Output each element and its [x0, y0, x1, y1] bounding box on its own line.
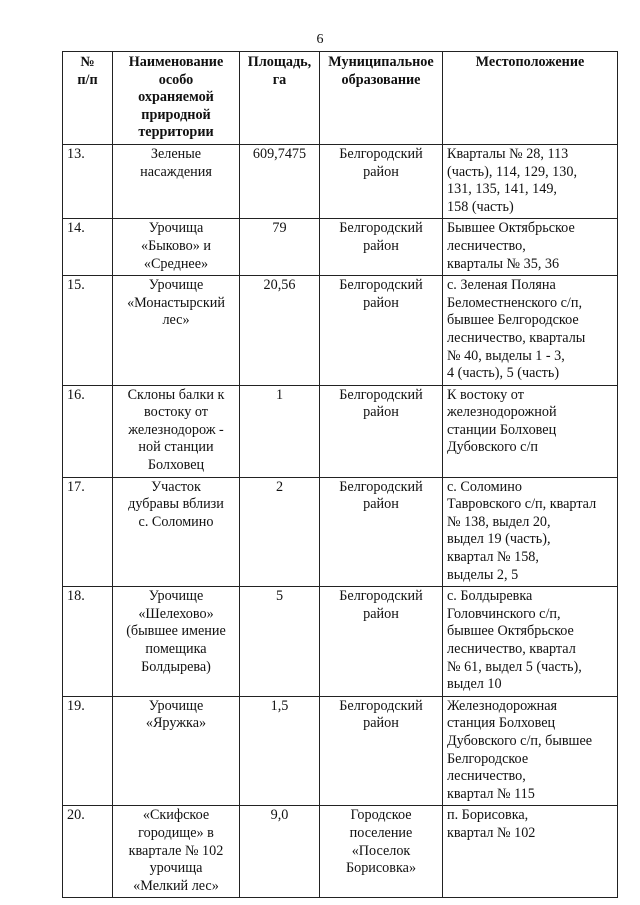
cell-area: 20,56: [240, 276, 320, 386]
cell-location: с. Зеленая Поляна Беломестненского с/п, бывшее Белгородское лесничество, кварталы № 40, выделы 1 - 3, 4 (часть), 5 (часть): [443, 276, 618, 386]
cell-num: 20.: [63, 806, 113, 898]
cell-num: 17.: [63, 477, 113, 587]
table-row: [63, 144, 618, 218]
header-area: Площадь, га: [240, 52, 320, 145]
cell-municipality: Белгородский район: [320, 587, 443, 697]
cell-area: 2: [240, 477, 320, 587]
header-name: Наименование особо охраняемой природной территории: [113, 52, 240, 145]
table-row: [63, 219, 618, 276]
cell-name: Урочище «Яружка»: [113, 696, 240, 806]
cell-name: «Скифское городище» в квартале № 102 урочища «Мелкий лес»: [113, 806, 240, 898]
cell-num: 14.: [63, 219, 113, 276]
cell-name: Урочище «Монастырский лес»: [113, 276, 240, 386]
cell-num: 15.: [63, 276, 113, 386]
cell-municipality: Белгородский район: [320, 144, 443, 218]
table-row: [63, 276, 618, 386]
cell-municipality: Белгородский район: [320, 477, 443, 587]
cell-municipality: Городское поселение «Поселок Борисовка»: [320, 806, 443, 898]
cell-location: К востоку от железнодорожной станции Болховец Дубовского с/п: [443, 385, 618, 477]
cell-name: Урочище «Шелехово» (бывшее имение помещика Болдырева): [113, 587, 240, 697]
cell-area: 5: [240, 587, 320, 697]
cell-area: 1,5: [240, 696, 320, 806]
cell-num: 13.: [63, 144, 113, 218]
cell-location: Железнодорожная станция Болховец Дубовского с/п, бывшее Белгородское лесничество, квартал № 115: [443, 696, 618, 806]
table-row: [63, 696, 618, 806]
page-number: 6: [316, 32, 324, 47]
table-row: [63, 806, 618, 898]
protected-areas-table: [62, 51, 618, 898]
cell-municipality: Белгородский район: [320, 385, 443, 477]
cell-name: Участок дубравы вблизи с. Соломино: [113, 477, 240, 587]
cell-location: с. Соломино Тавровского с/п, квартал № 138, выдел 20, выдел 19 (часть), квартал № 158, выделы 2, 5: [443, 477, 618, 587]
cell-num: 18.: [63, 587, 113, 697]
header-location: Местоположение: [443, 52, 618, 145]
cell-location: п. Борисовка, квартал № 102: [443, 806, 618, 898]
header-municipality: Муниципальное образование: [320, 52, 443, 145]
cell-area: 1: [240, 385, 320, 477]
cell-name: Склоны балки к востоку от железнодорож - ной станции Болховец: [113, 385, 240, 477]
header-num: № п/п: [63, 52, 113, 145]
cell-name: Зеленые насаждения: [113, 144, 240, 218]
cell-area: 79: [240, 219, 320, 276]
cell-municipality: Белгородский район: [320, 219, 443, 276]
cell-num: 19.: [63, 696, 113, 806]
cell-municipality: Белгородский район: [320, 696, 443, 806]
cell-location: Бывшее Октябрьское лесничество, кварталы № 35, 36: [443, 219, 618, 276]
cell-location: Кварталы № 28, 113 (часть), 114, 129, 130, 131, 135, 141, 149, 158 (часть): [443, 144, 618, 218]
table-row: [63, 587, 618, 697]
table-header-row: [63, 52, 618, 145]
cell-location: с. Болдыревка Головчинского с/п, бывшее Октябрьское лесничество, квартал № 61, выдел 5 (часть), выдел 10: [443, 587, 618, 697]
cell-area: 9,0: [240, 806, 320, 898]
cell-area: 609,7475: [240, 144, 320, 218]
cell-name: Урочища «Быково» и «Среднее»: [113, 219, 240, 276]
table-row: [63, 385, 618, 477]
cell-municipality: Белгородский район: [320, 276, 443, 386]
table-row: [63, 477, 618, 587]
cell-num: 16.: [63, 385, 113, 477]
